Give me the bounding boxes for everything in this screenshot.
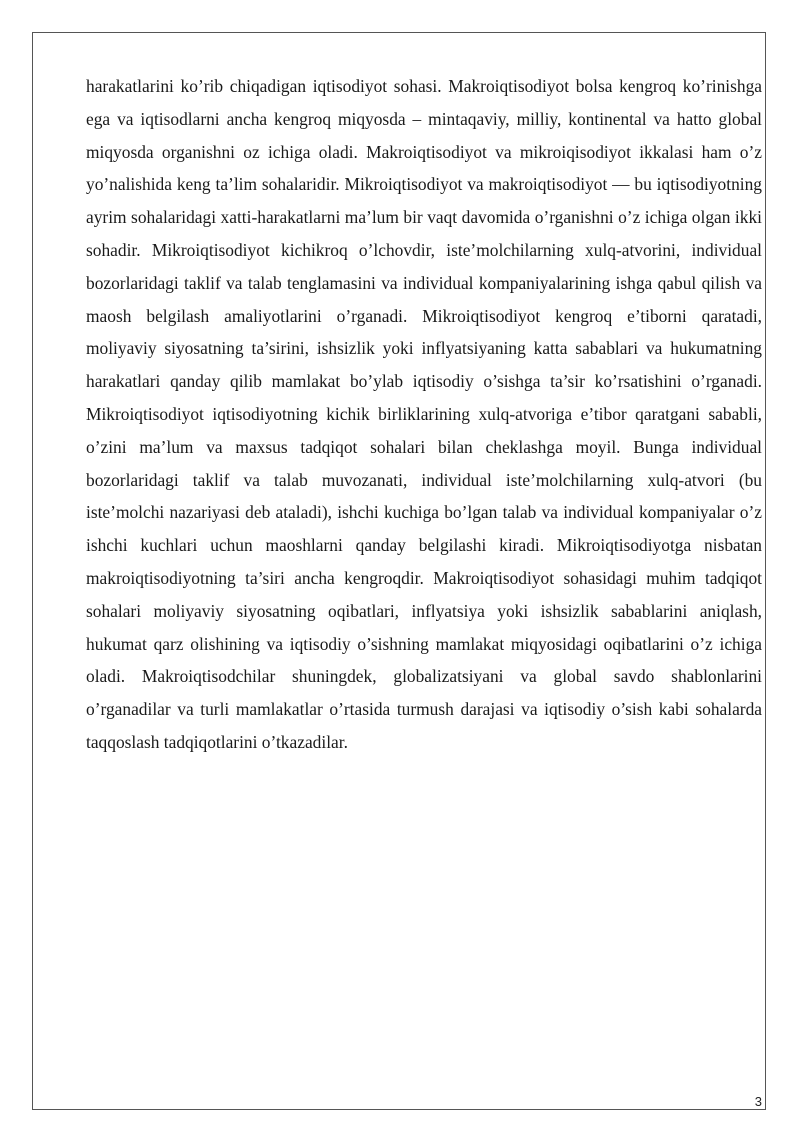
- page-number: 3: [754, 1094, 762, 1109]
- body-paragraph: harakatlarini ko’rib chiqadigan iqtisodiyot sohasi. Makroiqtisodiyot bolsa kengroq ko’rinishga ega va iqtisodlarni ancha kengroq miqyosda – mintaqaviy, milliy, kontinental va hatto global miqyosda organishni oz ichiga oladi. Makroiqtisodiyot va mikroiqisodiyot ikkalasi ham o’z yo’nalishida keng ta’lim sohalaridir. Mikroiqtisodiyot va makroiqtisodiyot — bu iqtisodiyotning ayrim sohalaridagi xatti-harakatlarni ma’lum bir vaqt davomida o’rganishni o’z ichiga olgan ikki sohadir. Mikroiqtisodiyot kichikroq o’lchovdir, iste’molchilarning xulq-atvorini, individual bozorlaridagi taklif va talab tenglamasini va individual kompaniyalarining ishga qabul qilish va maosh belgilash amaliyotlarini o’rganadi. Mikroiqtisodiyot kengroq e’tiborni qaratadi, moliyaviy siyosatning ta’sirini, ishsizlik yoki inflyatsiyaning katta sabablari va hukumatning harakatlari qanday qilib mamlakat bo’ylab iqtisodiy o’sishga ta’sir ko’rsatishini o’rganadi. Mikroiqtisodiyot iqtisodiyotning kichik birliklarining xulq-atvoriga e’tibor qaratgani sababli, o’zini ma’lum va maxsus tadqiqot sohalari bilan cheklashga moyil. Bunga individual bozorlaridagi taklif va talab muvozanati, individual iste’molchilarning xulq-atvori (bu iste’molchi nazariyasi deb ataladi), ishchi kuchiga bo’lgan talab va individual kompaniyalar o’z ishchi kuchlari uchun maoshlarni qanday belgilashi kiradi. Mikroiqtisodiyotga nisbatan makroiqtisodiyotning ta’siri ancha kengroqdir. Makroiqtisodiyot sohasidagi muhim tadqiqot sohalari moliyaviy siyosatning oqibatlari, inflyatsiya yoki ishsizlik sabablarini aniqlash, hukumat qarz olishining va iqtisodiy o’sishning mamlakat miqyosidagi oqibatlarini o’z ichiga oladi. Makroiqtisodchilar shuningdek, globalizatsiyani va global savdo shablonlarini o’rganadilar va turli mamlakatlar o’rtasida turmush darajasi va iqtisodiy o’sish kabi sohalarda taqqoslash tadqiqotlarini o’tkazadilar.: [86, 76, 762, 752]
